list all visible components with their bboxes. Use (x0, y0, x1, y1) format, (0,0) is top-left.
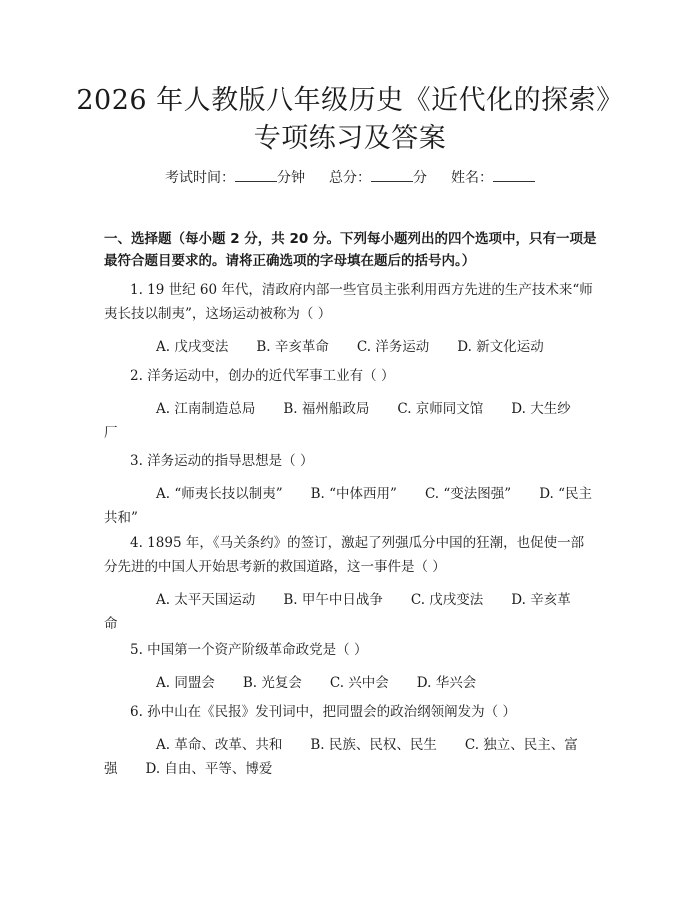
question-4 (104, 531, 596, 636)
section-heading: 一、选择题（每小题 2 分，共 20 分。下列每小题列出的四个选项中，只有一项是最符合题目要求的。请将正确选项的字母填在题后的括号内。） (104, 231, 597, 269)
option-c: C. 戊戌变法 (410, 592, 484, 608)
option-b: B. “中体西用” (310, 486, 397, 502)
question-stem: 2. 洋务运动中，创办的近代军事工业有（ ） (130, 368, 395, 384)
option-c: C. 洋务运动 (356, 339, 430, 355)
option-c: C. 独立、民主、富强 (104, 737, 578, 777)
option-a: A. 革命、改革、共和 (156, 737, 283, 753)
question-stem: 5. 中国第一个资产阶级革命政党是（ ） (130, 642, 368, 658)
option-d: D. 新文化运动 (457, 339, 544, 355)
question-options (104, 397, 596, 445)
option-a: A. “师夷长技以制夷” (156, 486, 283, 502)
question-stem: 6. 孙中山在《民报》发刊词中，把同盟会的政治纲领阐发为（ ） (130, 704, 516, 720)
option-c: C. “变法图强” (424, 486, 512, 502)
question-6 (104, 700, 596, 781)
name-label: 姓名： (451, 170, 493, 186)
question-stem: 3. 洋务运动的指导思想是（ ） (130, 453, 314, 469)
option-d: D. 辛亥革命 (104, 592, 571, 632)
question-5 (104, 638, 596, 695)
question-options (104, 671, 596, 695)
question-options (104, 588, 596, 636)
option-a: A. 太平天国运动 (156, 592, 256, 608)
question-options (104, 733, 596, 781)
option-d: D. 华兴会 (416, 675, 477, 691)
option-b: B. 光复会 (242, 675, 302, 691)
question-2 (104, 364, 596, 445)
score-unit: 分 (413, 170, 427, 186)
name-blank (493, 168, 535, 182)
page-title: 2026 年人教版八年级历史《近代化的探索》 (76, 85, 624, 116)
option-a: A. 江南制造总局 (156, 401, 256, 417)
score-blank (371, 168, 413, 182)
option-b: B. 民族、民权、民生 (310, 737, 437, 753)
option-b: B. 甲午中日战争 (283, 592, 383, 608)
exam-meta (0, 168, 700, 188)
question-stem: 4. 1895 年，《马关条约》的签订，激起了列强瓜分中国的狂潮，也促使一部分先进的中国人开始思考新的救国道路，这一事件是（ ） (104, 535, 585, 575)
option-c: C. 京师同文馆 (397, 401, 484, 417)
question-3 (104, 449, 596, 530)
time-label: 考试时间： (165, 170, 235, 186)
option-c: C. 兴中会 (329, 675, 389, 691)
option-d: D. 大生纱厂 (104, 401, 571, 441)
time-blank (235, 168, 277, 182)
question-options (104, 482, 596, 530)
option-b: B. 福州船政局 (283, 401, 370, 417)
question-stem: 1. 19 世纪 60 年代，清政府内部一些官员主张利用西方先进的生产技术来“师夷长技以制夷”，这场运动被称为（ ） (104, 282, 593, 322)
page-subtitle: 专项练习及答案 (253, 123, 447, 154)
score-label: 总分： (329, 170, 371, 186)
question-options (104, 335, 596, 359)
time-unit: 分钟 (277, 170, 305, 186)
option-a: A. 戊戌变法 (156, 339, 229, 355)
question-1 (104, 278, 596, 359)
option-d: D. “民主共和” (104, 486, 593, 526)
option-d: D. 自由、平等、博爱 (145, 761, 273, 777)
option-a: A. 同盟会 (156, 675, 215, 691)
option-b: B. 辛亥革命 (256, 339, 329, 355)
